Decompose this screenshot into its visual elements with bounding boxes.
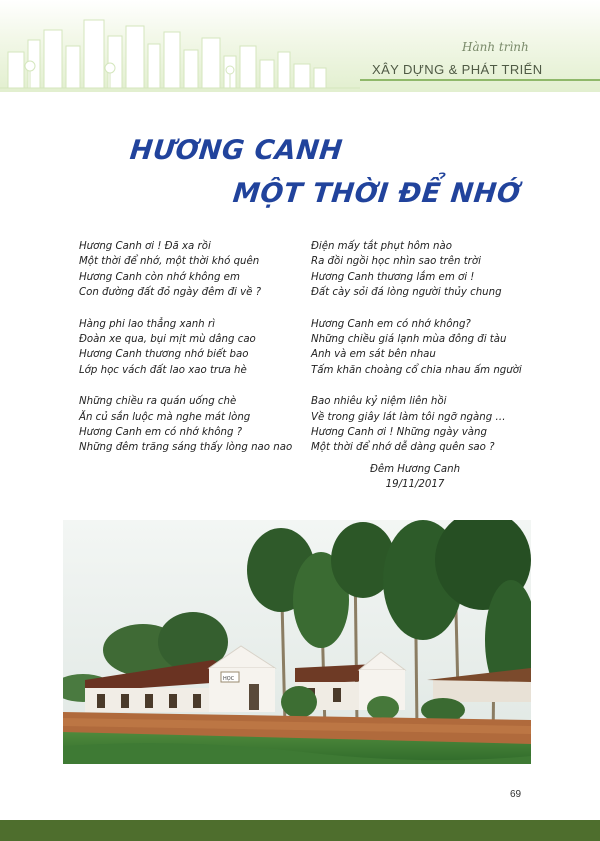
footer-bar: [0, 820, 600, 841]
signature-date: 19/11/2017: [385, 479, 445, 490]
poem-title-line-2: MỘT THỜI ĐỂ NHỚ: [231, 178, 523, 209]
poem-line: Ra đồi ngồi học nhìn sao trên trời: [311, 256, 481, 268]
poem-line: Những đêm trăng sáng thấy lòng nao nao: [79, 442, 293, 454]
poem-line: Anh và em sát bên nhau: [311, 349, 436, 361]
stanza: [311, 394, 581, 456]
poem-line: Hương Canh em có nhớ không?: [311, 318, 471, 330]
poem-signature: [350, 462, 480, 492]
poem-line: Điện mấy tắt phụt hôm nào: [311, 241, 452, 252]
poem-line: Con đường đất đỏ ngày đêm đi về ?: [79, 287, 262, 299]
poem-line: Hương Canh ơi ! Đã xa rồi: [79, 241, 211, 252]
city-skyline-icon: [0, 0, 360, 90]
poem-line: Ăn củ sắn luộc mà nghe mát lòng: [79, 411, 251, 423]
stanza: [79, 239, 299, 301]
poem-line: Đất cày sỏi đá lòng người thủy chung: [311, 287, 502, 299]
stanza: [79, 394, 299, 456]
poem-line: Hàng phi lao thẳng xanh rì: [79, 318, 215, 330]
poem-line: Những chiều giá lạnh mùa đông đi tàu: [311, 334, 507, 346]
stanza: [311, 317, 581, 379]
stanza: [311, 239, 581, 301]
poem-line: Những chiều ra quán uống chè: [79, 396, 237, 408]
header-section-title: XÂY DỰNG & PHÁT TRIỂN: [372, 62, 543, 77]
page-number: 69: [510, 789, 522, 800]
poem-line: Một thời để nhớ dễ dàng quên sao ?: [311, 442, 495, 454]
poem-line: Tấm khăn choàng cổ chia nhau ấm người: [311, 364, 522, 376]
poem-line: Bao nhiêu kỷ niệm liên hồi: [311, 396, 447, 408]
header-divider: [360, 79, 600, 81]
signature-place: Đêm Hương Canh: [369, 464, 461, 475]
poem-line: Hương Canh còn nhớ không em: [79, 271, 240, 283]
poem-line: Đoàn xe qua, bụi mịt mù dâng cao: [79, 334, 256, 346]
poem-line: Một thời để nhớ, một thời khó quên: [79, 256, 260, 268]
building-sign: HỌC: [223, 676, 235, 682]
poem-line: Hương Canh thương lắm em ơi !: [311, 271, 475, 283]
poem-title-line-1: HƯƠNG CANH: [128, 135, 345, 166]
poem-line: Về trong giây lát làm tôi ngỡ ngàng …: [311, 411, 506, 423]
campus-buildings-with-trees-photo-icon: [63, 520, 531, 764]
campus-photo: [63, 520, 531, 764]
header-script-text: Hành trình: [462, 40, 529, 54]
poem-left-column: [79, 239, 299, 472]
header-band: [0, 0, 600, 92]
poem-line: Lớp học vách đất lao xao trưa hè: [79, 364, 247, 376]
stanza: [79, 317, 299, 379]
poem-line: Hương Canh ơi ! Những ngày vàng: [311, 427, 487, 439]
poem-right-column: [311, 239, 581, 472]
poem-line: Hương Canh thương nhớ biết bao: [79, 349, 249, 361]
poem-line: Hương Canh em có nhớ không ?: [79, 427, 243, 439]
